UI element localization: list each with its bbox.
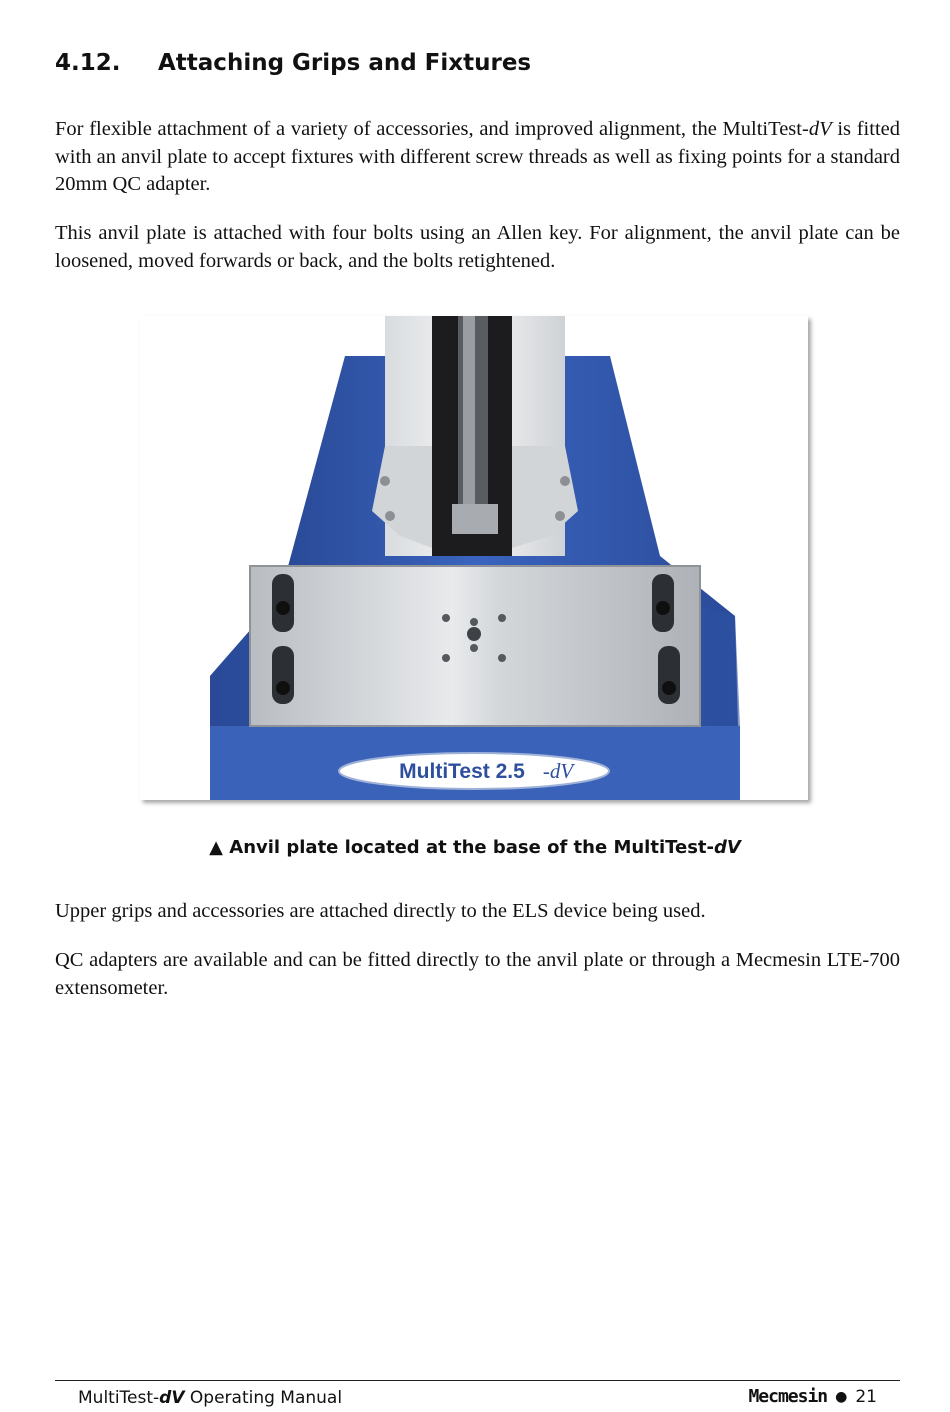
caption-italic: dV <box>714 837 741 858</box>
paragraph-upper-grips: Upper grips and accessories are attached directly to the ELS device being used. <box>55 900 706 922</box>
paragraph-intro <box>55 116 900 199</box>
footer-manual-italic: dV <box>159 1388 185 1408</box>
footer-page-info <box>748 1386 877 1407</box>
footer-divider <box>55 1380 900 1381</box>
footer-bullet: ● <box>835 1388 848 1405</box>
paragraph-anvil-bolts: This anvil plate is attached with four bolts using an Allen key. For alignment, the anvil plate can be loosened, moved forwards or back, and the bolts retightened. <box>55 222 900 272</box>
section-title: Attaching Grips and Fixtures <box>158 50 532 76</box>
page-number: 21 <box>855 1386 877 1407</box>
section-heading <box>55 50 531 76</box>
paragraph-qc-adapters: QC adapters are available and can be fitted directly to the anvil plate or through a Mecmesin LTE-700 extensometer. <box>55 949 900 999</box>
anvil-plate-photo <box>140 316 808 800</box>
footer-manual-prefix: MultiTest- <box>78 1388 160 1408</box>
footer-brand: Mecmesin <box>748 1386 828 1407</box>
figure-caption <box>0 837 950 858</box>
caption-marker: ▲ <box>209 837 223 858</box>
paragraph-intro-italic: dV <box>808 118 832 140</box>
footer-manual-title <box>78 1388 342 1408</box>
paragraph-intro-text-b: is fitted with an anvil plate to accept fixtures with different screw threads as well as fixing points for a standard 20mm QC adapter. <box>55 118 900 195</box>
section-number: 4.12. <box>55 50 121 76</box>
footer-manual-suffix: Operating Manual <box>184 1388 343 1408</box>
caption-text: Anvil plate located at the base of the MultiTest- <box>229 837 715 858</box>
brand-badge-text: MultiTest 2.5 <box>399 760 525 783</box>
brand-badge-suffix: -dV <box>542 759 574 783</box>
paragraph-intro-text-a: For flexible attachment of a variety of accessories, and improved alignment, the MultiTest- <box>55 118 809 140</box>
